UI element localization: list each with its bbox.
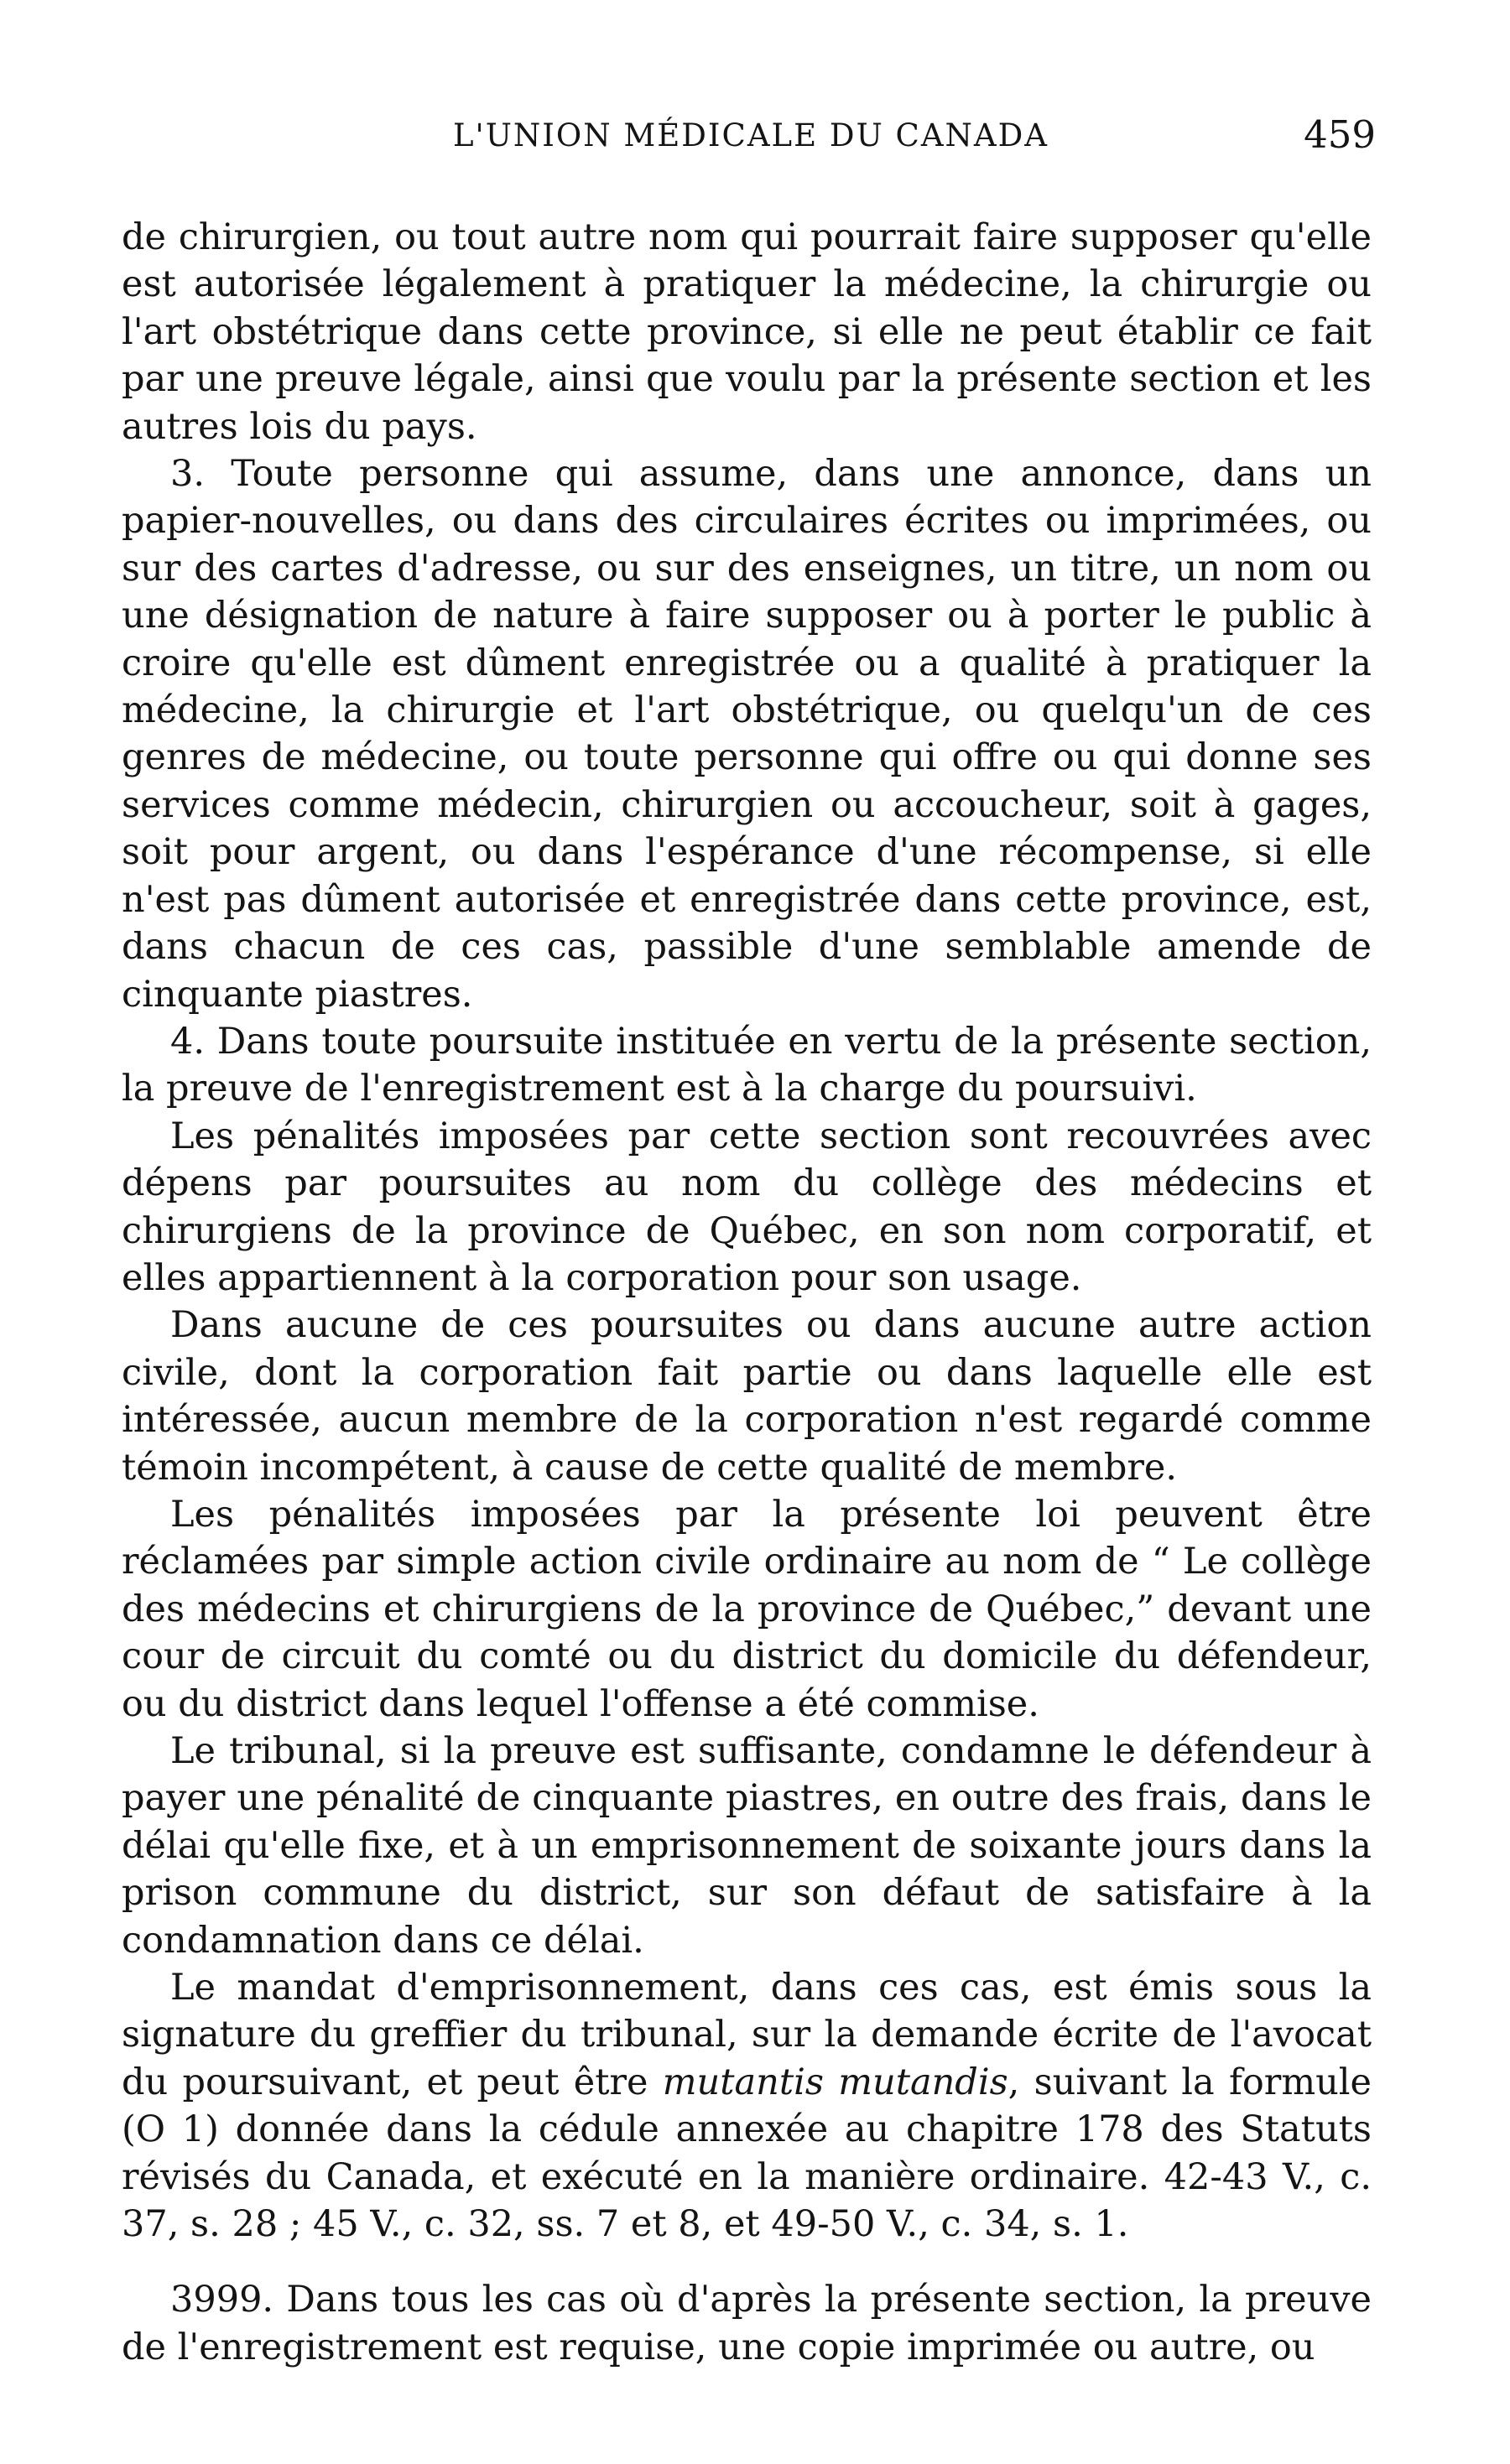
mandate-text-after: , suivant la formule (O 1) donnée dans la cédule annexée au chapitre 178 des Statuts révisés du Canada, et exécuté en la manière ordinaire. 42-43 V., c. 37, s. 28 ; 45 V., c. 32, ss. 7 et 8, et 49-50 V., c. 34, s. 1.	[122, 2061, 1372, 2246]
paragraph-penalties-recovery: Les pénalités imposées par cette section sont recouvrées avec dépens par poursuites au nom du collège des médecins et chirurgiens de la province de Québec, en son nom corporatif, et elles appartiennent à la corporation pour son usage.	[122, 1115, 1372, 1299]
paragraph-continuation: de chirurgien, ou tout autre nom qui pourrait faire supposer qu'elle est autorisée légalement à pratiquer la médecine, la chirurgie ou l'art obstétrique dans cette province, si elle ne peut établir ce fait par une preuve légale, ainsi que voulu par la présente section et les autres lois du pays.	[122, 216, 1372, 448]
paragraph-witness: Dans aucune de ces poursuites ou dans aucune autre action civile, dont la corporation fait partie ou dans laquelle elle est intéressée, aucun membre de la corporation n'est regardé comme témoin incompétent, à cause de cette qualité de membre.	[122, 1304, 1372, 1489]
paragraph-article-4: 4. Dans toute poursuite instituée en vertu de la présente section, la preuve de l'enregistrement est à la charge du poursuivi.	[122, 1020, 1372, 1110]
paragraph-article-3: 3. Toute personne qui assume, dans une annonce, dans un papier-nouvelles, ou dans des circulaires écrites ou imprimées, ou sur des cartes d'adresse, ou sur des enseignes, un titre, un nom ou une désignation de nature à faire supposer ou à porter le public à croire qu'elle est dûment enregistrée ou a qualité à pratiquer la médecine, la chirurgie et l'art obstétrique, ou quelqu'un de ces genres de médecine, ou toute personne qui offre ou qui donne ses services comme médecin, chirurgien ou accoucheur, soit à gages, soit pour argent, ou dans l'espérance d'une récompense, si elle n'est pas dûment autorisée et enregistrée dans cette province, est, dans chacun de ces cas, passible d'une semblable amende de cinquante piastres.	[122, 453, 1372, 1016]
body-text	[122, 214, 1372, 2371]
mandate-latin-phrase: mutantis mutandis	[662, 2061, 1008, 2103]
paragraph-mandate	[122, 1964, 1372, 2248]
journal-title: L'UNION MÉDICALE DU CANADA	[452, 117, 1049, 153]
paragraph-article-3999: 3999. Dans tous les cas où d'après la présente section, la preuve de l'enregistrement est requise, une copie imprimée ou autre, ou	[122, 2279, 1372, 2368]
running-head	[126, 112, 1376, 168]
mandate-text-before: Le mandat d'emprisonnement, dans ces cas, est émis sous la signature du greffier du tribunal, sur la demande écrite de l'avocat du poursuivant, et peut être	[122, 1967, 1372, 2103]
paragraph-tribunal: Le tribunal, si la preuve est suffisante, condamne le défendeur à payer une pénalité de cinquante piastres, en outre des frais, dans le délai qu'elle fixe, et à un emprisonnement de soixante jours dans la prison commune du district, sur son défaut de satisfaire à la condamnation dans ce délai.	[122, 1730, 1372, 1962]
paragraph-penalties-claim: Les pénalités imposées par la présente loi peuvent être réclamées par simple action civile ordinaire au nom de “ Le collège des médecins et chirurgiens de la province de Québec,” devant une cour de circuit du comté ou du district du domicile du défendeur, ou du district dans lequel l'offense a été commise.	[122, 1493, 1372, 1725]
page-number: 459	[1304, 112, 1376, 157]
